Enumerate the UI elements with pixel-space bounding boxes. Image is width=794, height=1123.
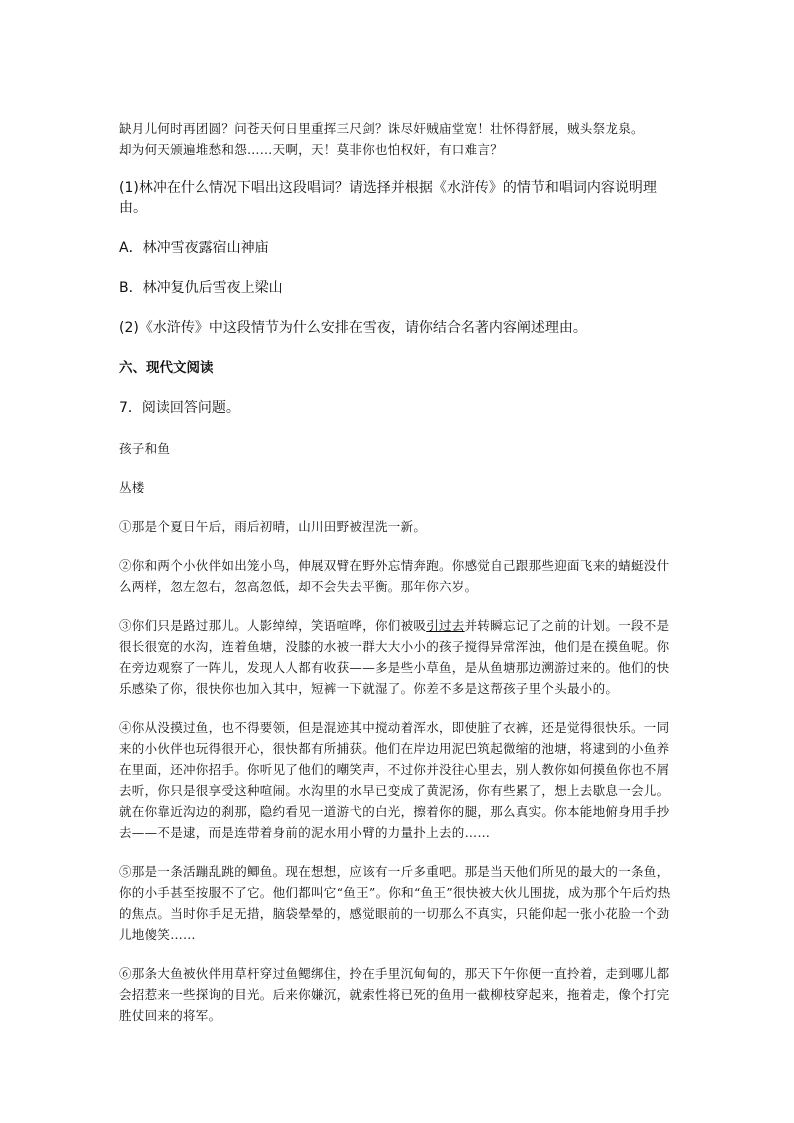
paragraph-5: ⑤那是一条活蹦乱跳的鲫鱼。现在想想，应该有一斤多重吧。那是当天他们所见的最大的一条鱼，你的小手甚至按服不了它。他们都叫它“鱼王”。你和“鱼王”很快被大伙儿围拢，成为那个午后灼热的焦点。当时你手足无措，脑袋晕晕的，感觉眼前的一切那么不真实，只能仰起一张小花脸一个劲儿地傻笑…… xyxy=(119,864,671,942)
question-7: 7．阅读回答问题。 xyxy=(119,400,240,416)
paragraph-6: ⑥那条大鱼被伙伴用草杆穿过鱼鳃绑住，拎在手里沉甸甸的，那天下午你便一直拎着，走到哪儿都会招惹来一些探询的目光。后来你嫌沉，就索性将已死的鱼用一截柳枝穿起来，拖着走，像个打完胜仗回来的将军。 xyxy=(119,966,670,1023)
section-heading: 六、现代文阅读 xyxy=(119,360,214,376)
paragraph-4: ④你从没摸过鱼，也不得要领，但是混迹其中搅动着浑水，即使脏了衣裤，还是觉得很快乐。一同来的小伙伴也玩得很开心，很快都有所捕获。他们在岸边用泥巴筑起微缩的池塘，将逮到的小鱼养在里面，还冲你招手。你听见了他们的嘲笑声，不过你并没往心里去，别人教你如何摸鱼你也不屑去听，你只是很享受这种喧闹。水沟里的水早已变成了黄泥汤，你有些累了，想上去歇息一会儿。就在你靠近沟边的刹那，隐约看见一道游弋的白光，擦着你的腿，那么真实。你本能地俯身用手抄去——不是逮，而是连带着身前的泥水用小臂的力量扑上去的…… xyxy=(119,720,670,840)
article-title: 孩子和鱼 xyxy=(119,441,171,456)
question-1: (1)林冲在什么情况下唱出这段唱词？请选择并根据《水浒传》的情节和唱词内容说明理由。 xyxy=(119,180,657,216)
song-line-2: 却为何天颁遍堆愁和怨……天啊，天！莫非你也怕权奸，有口难言？ xyxy=(119,142,504,157)
paragraph-3-start: ③你们只是路过那儿。人影绰绰，笑语喧哗，你们被吸 xyxy=(119,618,427,633)
option-a: A．林冲雪夜露宿山神庙 xyxy=(119,240,269,256)
paragraph-1: ①那是个夏日午后，雨后初晴，山川田野被涅洗一新。 xyxy=(119,519,427,534)
paragraph-2: ②你和两个小伙伴如出笼小鸟，伸展双臂在野外忘情奔跑。你感觉自己跟那些迎面飞来的蜻蜓没什么两样，忽左忽右，忽高忽低，却不会失去平衡。那年你六岁。 xyxy=(119,558,670,594)
option-b: B．林冲复仇后雪夜上梁山 xyxy=(119,280,283,296)
article-author: 丛楼 xyxy=(119,480,145,495)
song-line-1: 缺月儿何时再团圆？问苍天何日里重挥三尺剑？诛尽奸贼庙堂宽！壮怀得舒展，贼头祭龙泉。 xyxy=(119,121,644,136)
page-content xyxy=(119,118,679,1044)
song-lyrics xyxy=(119,118,679,160)
underlined-phrase: 引过去 xyxy=(426,618,465,633)
paragraph-3-end: 并转瞬忘记了之前的计划。一段不是很长很宽的水沟，连着鱼塘，没膝的水被一群大大小小的孩子搅得异常浑浊，他们是在摸鱼呢。你在旁边观察了一阵儿，发现人人都有收获——多是些小草鱼，是从鱼塘那边溯游过来的。他们的快乐感染了你，很快你也加入其中，短裤一下就湿了。你差不多是这帮孩子里个头最小的。 xyxy=(119,618,670,696)
paragraph-3 xyxy=(119,615,679,699)
question-2: (2)《水浒传》中这段情节为什么安排在雪夜，请你结合名著内容阐述理由。 xyxy=(119,320,587,336)
